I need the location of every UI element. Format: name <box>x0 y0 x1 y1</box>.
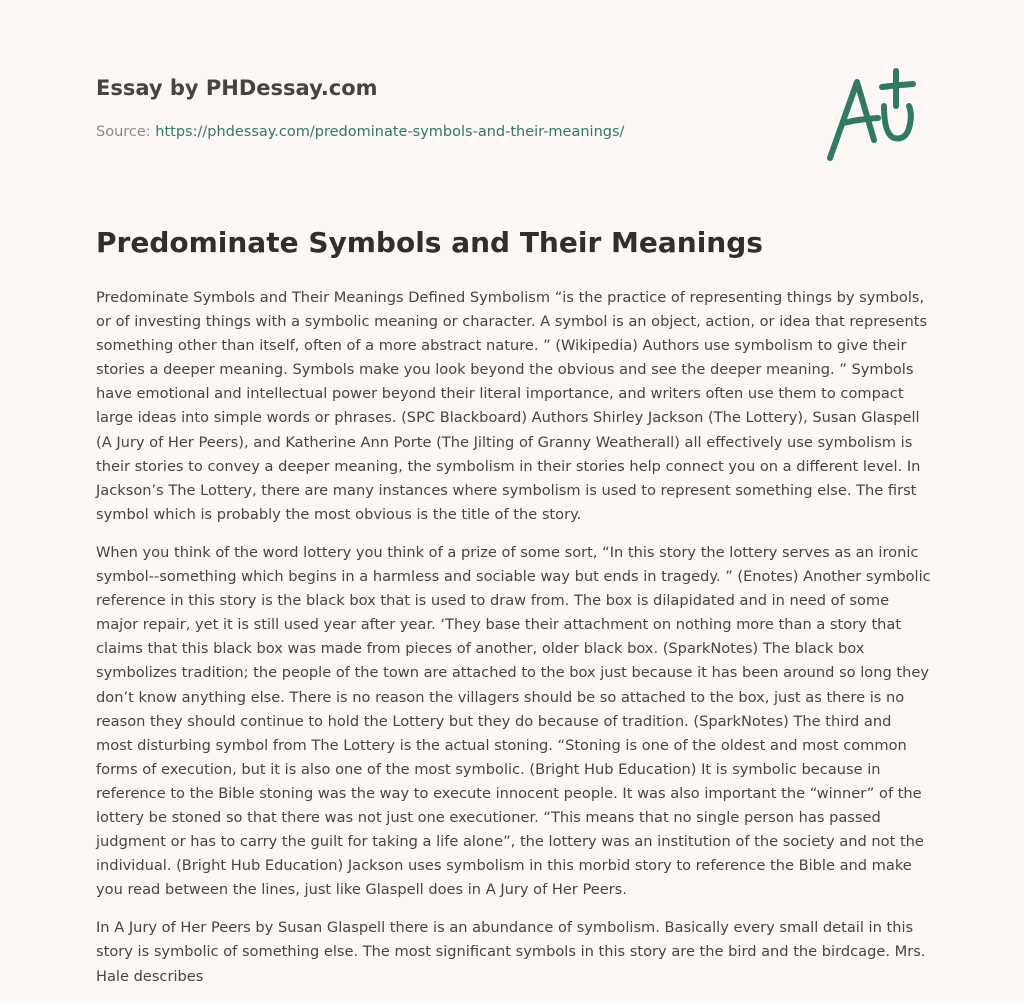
article-title: Predominate Symbols and Their Meanings <box>96 226 763 259</box>
essay-paragraph: When you think of the word lottery you think of a prize of some sort, “In this story the lottery serves as an ironic symbol--something which begins in a harmless and sociable way but ends in tragedy. ” (Enotes) Another symbolic reference in this story is the black box that is used to draw from. The box is dilapidated and in need of some major repair, yet it is still used year after year. ‘They base their attachment on nothing more than a story that claims that this black box was made from pieces of another, older black box. (SparkNotes) The black box symbolizes tradition; the people of the town are attached to the box just because it has been around so long they don’t know anything else. There is no reason the villagers should be so attached to the box, just as there is no reason they should continue to hold the Lottery but they do because of tradition. (SparkNotes) The third and most disturbing symbol from The Lottery is the actual stoning. “Stoning is one of the oldest and most common forms of execution, but it is also one of the most symbolic. (Bright Hub Education) It is symbolic because in reference to the Bible stoning was the way to execute innocent people. It was also important the “winner” of the lottery be stoned so that there was not just one executioner. “This means that no single person has passed judgment or has to carry the guilt for taking a life alone”, the lottery was an institution of the society and not the individual. (Bright Hub Education) Jackson uses symbolism in this morbid story to reference the Bible and make you read between the lines, just like Glaspell does in A Jury of Her Peers. <box>96 543 931 899</box>
essay-body <box>96 286 932 1003</box>
source-label: Source: <box>96 124 156 140</box>
site-title: Essay by PHDessay.com <box>96 76 378 100</box>
essay-paragraph: Predominate Symbols and Their Meanings Defined Symbolism “is the practice of representing things by symbols, or of investing things with a symbolic meaning or character. A symbol is an object, action, or idea that represents something other than itself, often of a more abstract nature. ” (Wikipedia) Authors use symbolism to give their stories a deeper meaning. Symbols make you look beyond the obvious and see the deeper meaning. ” Symbols have emotional and intellectual power beyond their literal importance, and writers often use them to compact large ideas into simple words or phrases. (SPC Blackboard) Authors Shirley Jackson (The Lottery), Susan Glaspell (A Jury of Her Peers), and Katherine Ann Porte (The Jilting of Granny Weatherall) all effectively use symbolism is their stories to convey a deeper meaning, the symbolism in their stories help connect you on a different level. In Jackson’s The Lottery, there are many instances where symbolism is used to represent something else. The first symbol which is probably the most obvious is the title of the story. <box>96 289 928 523</box>
essay-paragraph: In A Jury of Her Peers by Susan Glaspell there is an abundance of symbolism. Basically every small detail in this story is symbolic of something else. The most significant symbols in this story are the bird and the birdcage. Mrs. Hale describes <box>96 919 926 985</box>
a-plus-grade-icon <box>820 66 930 166</box>
source-line <box>96 124 624 140</box>
source-link[interactable]: https://phdessay.com/predominate-symbols-and-their-meanings/ <box>155 124 625 140</box>
logo-strokes <box>830 71 913 158</box>
